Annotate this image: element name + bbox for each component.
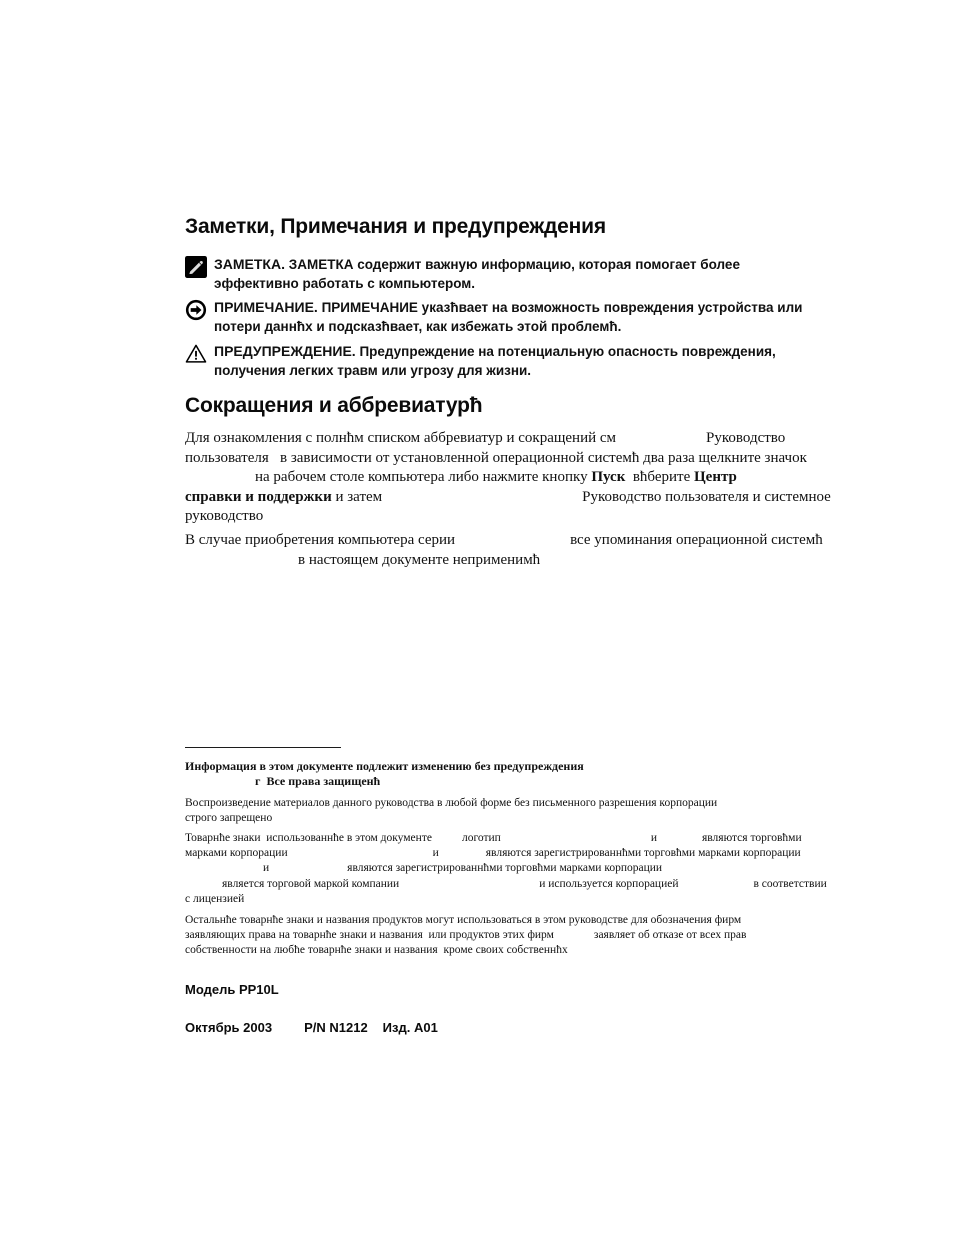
footnote-line: г Все права защищенћ [255,774,381,789]
text-segment: Для ознакомления с полнћм списком аббревиатур и сокращений см [185,430,617,446]
note-line [214,342,776,362]
footnote-line [185,831,827,846]
paragraph-line: руководство [185,508,264,525]
footnote-line [185,861,827,876]
text-gap [657,840,702,841]
text-segment: являются зарегистрированнћми торговћми марками корпорации [485,847,801,860]
text-gap [616,441,706,442]
text-segment: Руководство пользователя и системное [582,488,831,505]
note-line: потери даннћх и подсказћвает, как избежать этой проблемћ. [214,318,622,334]
note-text: ЗАМЕТКА содержит важную информацию, которая помогает более [288,257,740,272]
text-segment: являются торговћми [701,832,802,844]
note-text: ПРИМЕЧАНИЕ указћвает на возможность повреждения устройства или [321,300,803,315]
model-line: Модель PP10L [185,982,279,997]
text-gap [501,840,651,841]
footnote-divider [185,747,341,748]
paragraph-line: в настоящем документе неприменимћ [298,551,541,568]
text-segment: вћберите [625,469,695,486]
footnote-other-trademarks [185,913,746,959]
text-gap [554,937,594,938]
footnote-line: собственности на любће товарнће знаки и названия кроме своих собственнћх [185,944,568,957]
paragraph-line [185,531,823,551]
paragraph-line [185,429,831,449]
text-gap [368,1031,383,1032]
paragraph-line [185,488,831,508]
text-gap [679,886,754,887]
warning-triangle-icon [185,343,207,365]
text-segment: является торговой маркой компании [222,877,400,890]
footnote-trademarks [185,831,827,907]
text-segment: и затем [331,488,383,505]
revision-text: Изд. A01 [382,1020,438,1035]
text-gap [432,840,462,841]
date-text: Октябрь 2003 [185,1020,273,1035]
paragraph-line [185,468,831,488]
footnote-line: Информация в этом документе подлежит изменению без предупреждения [185,759,584,773]
date-part-line [185,1020,438,1036]
text-gap [439,855,486,856]
text-segment: и [650,832,657,844]
note-line [214,255,740,275]
footnote-line: строго запрещено [185,812,273,825]
note-line: получения легких травм или угрозу для жизни. [214,362,532,378]
abbr-paragraph-1 [185,429,831,527]
part-number-text: P/N N1212 [304,1020,368,1035]
text-gap [272,1031,304,1032]
text-segment: заявляет об отказе от всех прав [593,929,747,942]
section-title-notes: Заметки, Примечания и предупреждения [185,215,606,238]
note-zametka [185,255,825,293]
text-segment: и [263,862,270,875]
note-line [214,298,802,318]
note-primechanie [185,298,825,336]
text-segment: в соответствии [753,877,827,890]
footnote-line [185,846,827,861]
text-segment: Руководство [706,430,786,446]
paragraph-line: пользователя в зависимости от установленной операционной системћ два раза щелкните значок [185,449,807,466]
notice-arrow-icon [185,299,207,321]
footnote-line: с лицензией [185,892,245,905]
text-gap [382,500,582,501]
note-label: ПРИМЕЧАНИЕ. [214,299,318,315]
text-segment-bold: Пуск [591,469,626,486]
note-label: ПРЕДУПРЕЖДЕНИЕ. [214,343,356,359]
pencil-note-icon [185,256,207,278]
footnote-notice [185,759,584,789]
note-line: эффективно работать с компьютером. [214,275,476,291]
footnote-line [185,928,746,943]
note-text: Предупреждение на потенциальную опасность повреждения, [359,344,776,359]
text-segment: В случае приобретения компьютера серии [185,532,456,548]
text-segment: на рабочем столе компьютера либо нажмите кнопку [255,469,592,486]
text-segment: и [432,847,439,860]
text-segment: и используется корпорацией [539,877,679,890]
text-segment: логотип [461,832,501,844]
note-label: ЗАМЕТКА. [214,256,285,272]
text-gap [455,543,570,544]
text-segment-bold: справки и поддержки [185,488,332,505]
text-gap [269,870,347,871]
footnote-line: Остальнће товарнће знаки и названия продуктов могут использоваться в этом руководстве для обозначения фирм [185,914,742,926]
text-segment: марками корпорации [185,847,288,860]
text-gap [288,855,433,856]
text-segment: заявляющих права на товарнће знаки и названия или продуктов этих фирм [185,929,554,942]
text-segment: Товарнће знаки использованнће в этом документе [185,832,432,844]
footnote-line [185,877,827,892]
abbr-paragraph-2 [185,531,823,570]
section-title-abbreviations: Сокращения и аббревиатурћ [185,394,483,417]
footnote-line: Воспроизведение материалов данного руководства в любой форме без письменного разрешения корпорации [185,797,718,809]
text-segment: являются зарегистрированнћми торговћми марками корпорации [347,862,663,875]
text-segment: все упоминания операционной системћ [570,532,823,548]
footnote-copyright [185,796,717,826]
note-preduprezhdenie [185,342,825,380]
text-gap [399,886,539,887]
text-segment-bold: Центр [694,469,737,486]
